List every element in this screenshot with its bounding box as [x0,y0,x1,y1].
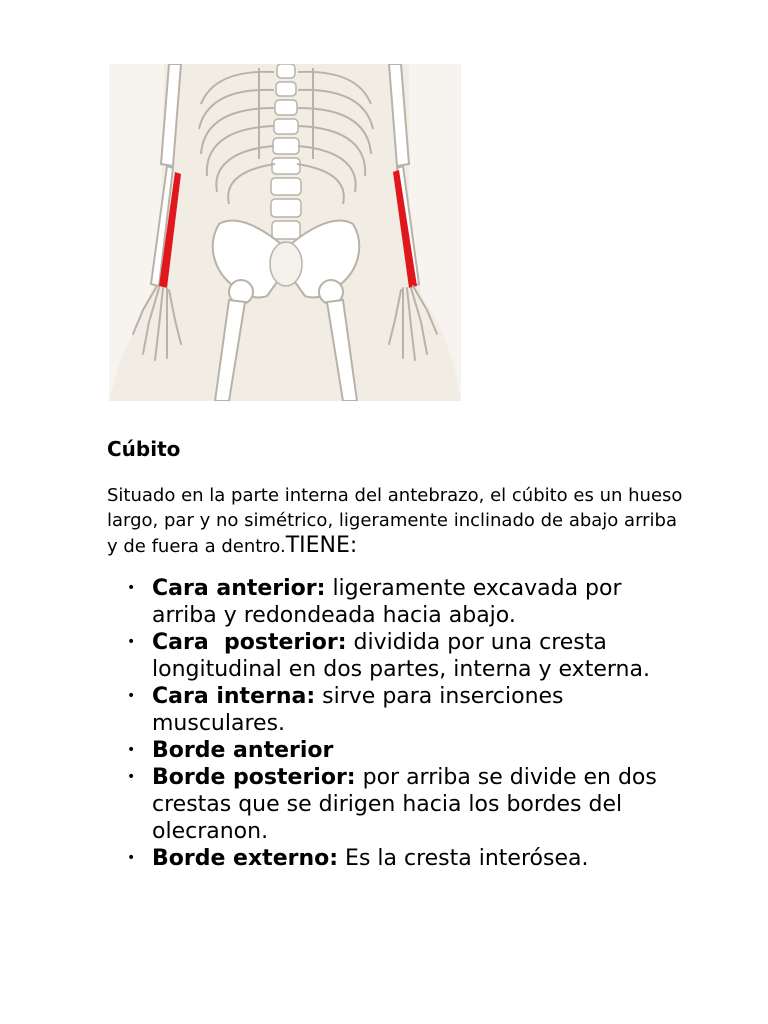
item-term: Borde externo: [152,846,339,871]
list-item [107,629,667,683]
item-desc: Es la cresta interósea. [338,846,589,871]
intro-text: Situado en la parte interna del antebrazo, el cúbito es un hueso largo, par y no simétrico, ligeramente inclinado de abajo arriba y de fuera a dentro. [107,485,683,557]
intro-tail: TIENE: [285,533,358,558]
bullet: • [127,634,136,650]
item-term: Cara interna: [152,684,316,709]
item-term: Borde anterior [152,738,334,763]
list-item [107,764,667,845]
spine [271,64,301,239]
list-item [107,845,667,872]
item-term: Borde posterior: [152,765,356,790]
features-list [107,575,667,872]
list-item [107,575,667,629]
skeleton-svg [109,64,461,401]
item-desc: dividida por una cresta longitudinal en dos partes, interna y externa. [152,630,650,682]
skeleton-illustration [109,64,461,401]
bullet: • [127,742,136,758]
list-item [107,737,667,764]
sacrum [270,242,302,286]
intro-paragraph [107,483,687,559]
item-term: Cara anterior: [152,576,326,601]
item-desc: por arriba se divide en dos crestas que se dirigen hacia los bordes del olecranon. [152,765,657,844]
item-desc: sirve para inserciones musculares. [152,684,564,736]
bullet: • [127,688,136,704]
bullet: • [127,580,136,596]
list-item [107,683,667,737]
item-desc: ligeramente excavada por arriba y redondeada hacia abajo. [152,576,622,628]
page-title: Cúbito [107,437,181,461]
item-term: Cara posterior: [152,630,347,655]
bullet: • [127,850,136,866]
bullet: • [127,769,136,785]
